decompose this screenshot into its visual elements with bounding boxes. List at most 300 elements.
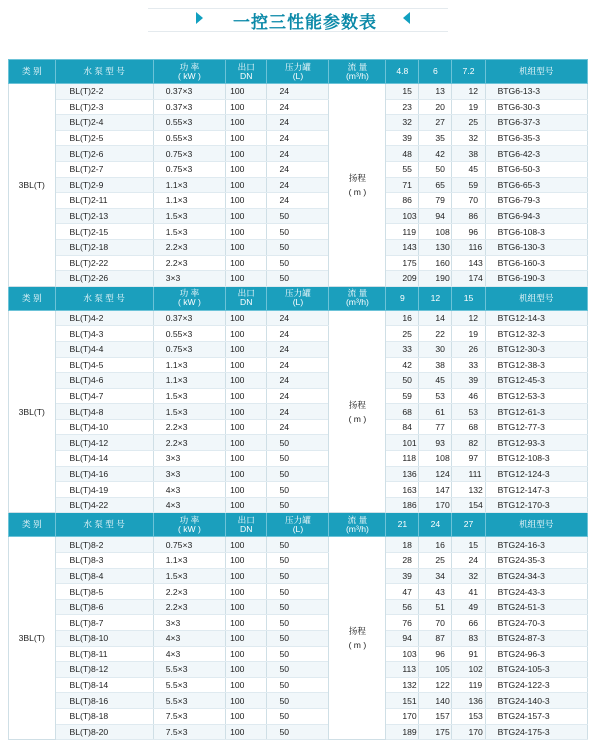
tank-cell: 50 xyxy=(267,584,329,600)
table-row xyxy=(9,271,588,287)
head-value-cell: 70 xyxy=(452,193,485,209)
pump-model-cell: BL(T)4-16 xyxy=(55,466,153,482)
tank-cell: 50 xyxy=(267,693,329,709)
power-cell: 0.37×3 xyxy=(153,84,225,100)
header-flow-value: 21 xyxy=(386,513,419,537)
tank-cell: 50 xyxy=(267,224,329,240)
head-value-cell: 124 xyxy=(419,466,452,482)
outlet-cell: 100 xyxy=(226,466,267,482)
head-value-cell: 41 xyxy=(452,584,485,600)
head-value-cell: 16 xyxy=(419,537,452,553)
head-value-cell: 32 xyxy=(386,115,419,131)
tank-cell: 50 xyxy=(267,497,329,513)
header-power-line2: ( kW ) xyxy=(177,523,201,534)
head-value-cell: 175 xyxy=(386,255,419,271)
tank-cell: 50 xyxy=(267,677,329,693)
unit-model-cell: BTG6-190-3 xyxy=(485,271,587,287)
power-cell: 4×3 xyxy=(153,646,225,662)
head-value-cell: 56 xyxy=(386,599,419,615)
outlet-cell: 100 xyxy=(226,724,267,740)
outlet-cell: 100 xyxy=(226,373,267,389)
tank-cell: 50 xyxy=(267,615,329,631)
pump-model-cell: BL(T)8-11 xyxy=(55,646,153,662)
header-flow-value: 15 xyxy=(452,286,485,310)
head-value-cell: 116 xyxy=(452,239,485,255)
pump-model-cell: BL(T)2-3 xyxy=(55,99,153,115)
header-flow-value: 24 xyxy=(419,513,452,537)
power-cell: 5.5×3 xyxy=(153,693,225,709)
table-row xyxy=(9,451,588,467)
head-value-cell: 51 xyxy=(419,599,452,615)
table-row xyxy=(9,388,588,404)
head-value-cell: 50 xyxy=(419,161,452,177)
power-cell: 5.5×3 xyxy=(153,677,225,693)
pump-model-cell: BL(T)4-5 xyxy=(55,357,153,373)
header-power-line1: 功 率 xyxy=(179,288,200,299)
tank-cell: 24 xyxy=(267,177,329,193)
power-cell: 1.1×3 xyxy=(153,357,225,373)
head-unit-cell xyxy=(329,84,386,287)
outlet-cell: 100 xyxy=(226,677,267,693)
header-flow-value: 6 xyxy=(419,60,452,84)
head-value-cell: 91 xyxy=(452,646,485,662)
header-unit-model: 机组型号 xyxy=(485,513,587,537)
pump-model-cell: BL(T)4-3 xyxy=(55,326,153,342)
header-unit-model: 机组型号 xyxy=(485,60,587,84)
unit-model-cell: BTG12-147-3 xyxy=(485,482,587,498)
tank-cell: 50 xyxy=(267,239,329,255)
power-cell: 1.5×3 xyxy=(153,388,225,404)
power-cell: 1.1×3 xyxy=(153,177,225,193)
title-banner xyxy=(0,0,595,40)
head-value-cell: 16 xyxy=(386,310,419,326)
head-value-cell: 47 xyxy=(386,584,419,600)
head-value-cell: 96 xyxy=(419,646,452,662)
unit-model-cell: BTG12-32-3 xyxy=(485,326,587,342)
power-cell: 0.55×3 xyxy=(153,115,225,131)
outlet-cell: 100 xyxy=(226,208,267,224)
header-tank xyxy=(267,286,329,310)
head-value-cell: 108 xyxy=(419,224,452,240)
category-cell: 3BL(T) xyxy=(9,310,56,513)
head-value-cell: 87 xyxy=(419,631,452,647)
table-body xyxy=(9,60,588,740)
head-value-cell: 33 xyxy=(386,341,419,357)
head-value-cell: 174 xyxy=(452,271,485,287)
table-row xyxy=(9,615,588,631)
outlet-cell: 100 xyxy=(226,497,267,513)
header-flow xyxy=(329,60,386,84)
head-value-cell: 143 xyxy=(452,255,485,271)
table-row xyxy=(9,84,588,100)
header-power xyxy=(153,513,225,537)
head-unit-label: 扬程 xyxy=(348,626,366,637)
head-value-cell: 68 xyxy=(452,419,485,435)
head-value-cell: 111 xyxy=(452,466,485,482)
head-value-cell: 189 xyxy=(386,724,419,740)
head-value-cell: 32 xyxy=(452,568,485,584)
outlet-cell: 100 xyxy=(226,239,267,255)
head-value-cell: 140 xyxy=(419,693,452,709)
unit-model-cell: BTG12-14-3 xyxy=(485,310,587,326)
table-row xyxy=(9,631,588,647)
table-row xyxy=(9,553,588,569)
head-value-cell: 25 xyxy=(386,326,419,342)
unit-model-cell: BTG24-34-3 xyxy=(485,568,587,584)
head-value-cell: 13 xyxy=(419,84,452,100)
pump-model-cell: BL(T)8-4 xyxy=(55,568,153,584)
outlet-cell: 100 xyxy=(226,708,267,724)
head-value-cell: 39 xyxy=(386,568,419,584)
header-power xyxy=(153,60,225,84)
pump-model-cell: BL(T)2-13 xyxy=(55,208,153,224)
unit-model-cell: BTG24-35-3 xyxy=(485,553,587,569)
pump-model-cell: BL(T)4-2 xyxy=(55,310,153,326)
head-value-cell: 49 xyxy=(452,599,485,615)
pump-model-cell: BL(T)8-6 xyxy=(55,599,153,615)
power-cell: 0.75×3 xyxy=(153,146,225,162)
unit-model-cell: BTG12-93-3 xyxy=(485,435,587,451)
pump-model-cell: BL(T)2-15 xyxy=(55,224,153,240)
pump-model-cell: BL(T)8-10 xyxy=(55,631,153,647)
power-cell: 0.37×3 xyxy=(153,310,225,326)
power-cell: 2.2×3 xyxy=(153,599,225,615)
header-tank-line2: (L) xyxy=(292,523,304,534)
power-cell: 2.2×3 xyxy=(153,435,225,451)
power-cell: 1.1×3 xyxy=(153,553,225,569)
head-value-cell: 170 xyxy=(452,724,485,740)
header-row xyxy=(9,286,588,310)
header-outlet xyxy=(226,286,267,310)
pump-model-cell: BL(T)4-4 xyxy=(55,341,153,357)
head-value-cell: 103 xyxy=(386,646,419,662)
tank-cell: 50 xyxy=(267,646,329,662)
head-value-cell: 22 xyxy=(419,326,452,342)
tank-cell: 50 xyxy=(267,435,329,451)
tank-cell: 24 xyxy=(267,146,329,162)
unit-model-cell: BTG24-96-3 xyxy=(485,646,587,662)
pump-model-cell: BL(T)8-3 xyxy=(55,553,153,569)
head-unit-symbol: ( m ) xyxy=(348,413,367,424)
head-value-cell: 76 xyxy=(386,615,419,631)
table-row xyxy=(9,677,588,693)
head-value-cell: 14 xyxy=(419,310,452,326)
power-cell: 4×3 xyxy=(153,497,225,513)
head-value-cell: 132 xyxy=(386,677,419,693)
head-value-cell: 23 xyxy=(386,99,419,115)
unit-model-cell: BTG24-122-3 xyxy=(485,677,587,693)
head-value-cell: 42 xyxy=(386,357,419,373)
head-value-cell: 48 xyxy=(386,146,419,162)
header-flow-value: 27 xyxy=(452,513,485,537)
head-value-cell: 175 xyxy=(419,724,452,740)
table-row xyxy=(9,646,588,662)
header-flow-line1: 流 量 xyxy=(347,514,368,525)
header-pump-model: 水 泵 型 号 xyxy=(55,60,153,84)
header-row xyxy=(9,60,588,84)
header-tank-line2: (L) xyxy=(292,70,304,81)
header-flow-value: 12 xyxy=(419,286,452,310)
page-title: 一控三性能参数表 xyxy=(233,13,377,33)
head-value-cell: 136 xyxy=(386,466,419,482)
pump-model-cell: BL(T)8-2 xyxy=(55,537,153,553)
head-value-cell: 34 xyxy=(419,568,452,584)
unit-model-cell: BTG6-13-3 xyxy=(485,84,587,100)
head-value-cell: 65 xyxy=(419,177,452,193)
unit-model-cell: BTG24-175-3 xyxy=(485,724,587,740)
pump-model-cell: BL(T)8-12 xyxy=(55,662,153,678)
head-value-cell: 119 xyxy=(452,677,485,693)
power-cell: 2.2×3 xyxy=(153,255,225,271)
tank-cell: 24 xyxy=(267,115,329,131)
head-value-cell: 39 xyxy=(452,373,485,389)
head-value-cell: 86 xyxy=(452,208,485,224)
head-value-cell: 32 xyxy=(452,130,485,146)
table-row xyxy=(9,568,588,584)
head-value-cell: 93 xyxy=(419,435,452,451)
head-value-cell: 147 xyxy=(419,482,452,498)
header-pump-model: 水 泵 型 号 xyxy=(55,286,153,310)
header-tank-line1: 压力罐 xyxy=(285,288,311,299)
head-value-cell: 96 xyxy=(452,224,485,240)
unit-model-cell: BTG24-140-3 xyxy=(485,693,587,709)
table-row xyxy=(9,662,588,678)
head-unit-cell xyxy=(329,537,386,740)
outlet-cell: 100 xyxy=(226,615,267,631)
table-row xyxy=(9,497,588,513)
head-value-cell: 28 xyxy=(386,553,419,569)
pump-model-cell: BL(T)4-8 xyxy=(55,404,153,420)
pump-model-cell: BL(T)2-22 xyxy=(55,255,153,271)
head-value-cell: 46 xyxy=(452,388,485,404)
outlet-cell: 100 xyxy=(226,646,267,662)
head-value-cell: 132 xyxy=(452,482,485,498)
table-row xyxy=(9,584,588,600)
header-outlet-line1: 出口 xyxy=(237,61,255,72)
head-value-cell: 82 xyxy=(452,435,485,451)
tank-cell: 50 xyxy=(267,271,329,287)
unit-model-cell: BTG24-157-3 xyxy=(485,708,587,724)
header-outlet xyxy=(226,513,267,537)
pump-model-cell: BL(T)4-22 xyxy=(55,497,153,513)
head-value-cell: 84 xyxy=(386,419,419,435)
header-category: 类 别 xyxy=(9,286,56,310)
outlet-cell: 100 xyxy=(226,146,267,162)
outlet-cell: 100 xyxy=(226,341,267,357)
header-flow-value: 9 xyxy=(386,286,419,310)
pump-model-cell: BL(T)8-5 xyxy=(55,584,153,600)
pump-model-cell: BL(T)4-6 xyxy=(55,373,153,389)
outlet-cell: 100 xyxy=(226,451,267,467)
tank-cell: 24 xyxy=(267,161,329,177)
power-cell: 4×3 xyxy=(153,482,225,498)
outlet-cell: 100 xyxy=(226,482,267,498)
table-row xyxy=(9,466,588,482)
outlet-cell: 100 xyxy=(226,271,267,287)
header-flow-line2: (m³/h) xyxy=(345,297,369,308)
outlet-cell: 100 xyxy=(226,177,267,193)
pump-model-cell: BL(T)4-10 xyxy=(55,419,153,435)
tank-cell: 50 xyxy=(267,724,329,740)
head-value-cell: 130 xyxy=(419,239,452,255)
unit-model-cell: BTG6-160-3 xyxy=(485,255,587,271)
unit-model-cell: BTG24-87-3 xyxy=(485,631,587,647)
table-row xyxy=(9,255,588,271)
power-cell: 1.1×3 xyxy=(153,193,225,209)
tank-cell: 24 xyxy=(267,341,329,357)
table-row xyxy=(9,693,588,709)
table-row xyxy=(9,373,588,389)
tank-cell: 50 xyxy=(267,537,329,553)
outlet-cell: 100 xyxy=(226,357,267,373)
head-value-cell: 26 xyxy=(452,341,485,357)
power-cell: 1.5×3 xyxy=(153,404,225,420)
tank-cell: 50 xyxy=(267,208,329,224)
power-cell: 4×3 xyxy=(153,631,225,647)
outlet-cell: 100 xyxy=(226,115,267,131)
head-value-cell: 157 xyxy=(419,708,452,724)
triangle-left-icon xyxy=(403,12,410,24)
tank-cell: 50 xyxy=(267,255,329,271)
power-cell: 0.75×3 xyxy=(153,537,225,553)
head-value-cell: 39 xyxy=(386,130,419,146)
outlet-cell: 100 xyxy=(226,584,267,600)
tank-cell: 24 xyxy=(267,326,329,342)
pump-model-cell: BL(T)4-7 xyxy=(55,388,153,404)
power-cell: 2.2×3 xyxy=(153,239,225,255)
tank-cell: 24 xyxy=(267,99,329,115)
unit-model-cell: BTG24-16-3 xyxy=(485,537,587,553)
category-cell: 3BL(T) xyxy=(9,537,56,740)
tank-cell: 50 xyxy=(267,631,329,647)
head-value-cell: 42 xyxy=(419,146,452,162)
header-tank-line1: 压力罐 xyxy=(285,61,311,72)
head-value-cell: 154 xyxy=(452,497,485,513)
head-value-cell: 105 xyxy=(419,662,452,678)
head-value-cell: 71 xyxy=(386,177,419,193)
header-pump-model: 水 泵 型 号 xyxy=(55,513,153,537)
pump-model-cell: BL(T)4-19 xyxy=(55,482,153,498)
head-value-cell: 18 xyxy=(386,537,419,553)
head-unit-label: 扬程 xyxy=(348,399,366,410)
head-value-cell: 160 xyxy=(419,255,452,271)
power-cell: 3×3 xyxy=(153,271,225,287)
head-value-cell: 53 xyxy=(419,388,452,404)
head-value-cell: 68 xyxy=(386,404,419,420)
tank-cell: 50 xyxy=(267,662,329,678)
table-row xyxy=(9,99,588,115)
head-value-cell: 55 xyxy=(386,161,419,177)
head-value-cell: 15 xyxy=(452,537,485,553)
unit-model-cell: BTG12-77-3 xyxy=(485,419,587,435)
table-row xyxy=(9,310,588,326)
table-row xyxy=(9,239,588,255)
head-value-cell: 12 xyxy=(452,84,485,100)
tank-cell: 50 xyxy=(267,482,329,498)
unit-model-cell: BTG6-79-3 xyxy=(485,193,587,209)
header-power-line2: ( kW ) xyxy=(177,297,201,308)
header-flow-line2: (m³/h) xyxy=(345,70,369,81)
power-cell: 7.5×3 xyxy=(153,724,225,740)
pump-model-cell: BL(T)2-11 xyxy=(55,193,153,209)
outlet-cell: 100 xyxy=(226,599,267,615)
head-value-cell: 153 xyxy=(452,708,485,724)
head-value-cell: 19 xyxy=(452,99,485,115)
unit-model-cell: BTG12-38-3 xyxy=(485,357,587,373)
head-value-cell: 15 xyxy=(386,84,419,100)
header-flow-value: 7.2 xyxy=(452,60,485,84)
power-cell: 1.5×3 xyxy=(153,208,225,224)
unit-model-cell: BTG12-61-3 xyxy=(485,404,587,420)
head-value-cell: 94 xyxy=(386,631,419,647)
tank-cell: 24 xyxy=(267,388,329,404)
pump-model-cell: BL(T)2-7 xyxy=(55,161,153,177)
outlet-cell: 100 xyxy=(226,435,267,451)
tank-cell: 24 xyxy=(267,130,329,146)
header-tank xyxy=(267,513,329,537)
head-value-cell: 108 xyxy=(419,451,452,467)
head-value-cell: 33 xyxy=(452,357,485,373)
tank-cell: 50 xyxy=(267,553,329,569)
pump-model-cell: BL(T)8-16 xyxy=(55,693,153,709)
table-row xyxy=(9,146,588,162)
head-value-cell: 103 xyxy=(386,208,419,224)
outlet-cell: 100 xyxy=(226,568,267,584)
unit-model-cell: BTG6-108-3 xyxy=(485,224,587,240)
outlet-cell: 100 xyxy=(226,193,267,209)
pump-model-cell: BL(T)8-7 xyxy=(55,615,153,631)
power-cell: 3×3 xyxy=(153,466,225,482)
unit-model-cell: BTG24-43-3 xyxy=(485,584,587,600)
unit-model-cell: BTG6-130-3 xyxy=(485,239,587,255)
outlet-cell: 100 xyxy=(226,631,267,647)
header-power-line2: ( kW ) xyxy=(177,70,201,81)
table-row xyxy=(9,130,588,146)
header-flow xyxy=(329,513,386,537)
head-value-cell: 59 xyxy=(386,388,419,404)
pump-model-cell: BL(T)8-20 xyxy=(55,724,153,740)
head-value-cell: 50 xyxy=(386,373,419,389)
table-row xyxy=(9,115,588,131)
head-value-cell: 45 xyxy=(419,373,452,389)
unit-model-cell: BTG6-42-3 xyxy=(485,146,587,162)
head-value-cell: 61 xyxy=(419,404,452,420)
table-row xyxy=(9,599,588,615)
head-value-cell: 25 xyxy=(452,115,485,131)
header-flow-value: 4.8 xyxy=(386,60,419,84)
unit-model-cell: BTG24-70-3 xyxy=(485,615,587,631)
table-row xyxy=(9,193,588,209)
header-category: 类 别 xyxy=(9,60,56,84)
unit-model-cell: BTG24-105-3 xyxy=(485,662,587,678)
pump-model-cell: BL(T)2-5 xyxy=(55,130,153,146)
triangle-right-icon xyxy=(196,12,203,24)
outlet-cell: 100 xyxy=(226,84,267,100)
outlet-cell: 100 xyxy=(226,553,267,569)
header-tank xyxy=(267,60,329,84)
unit-model-cell: BTG12-53-3 xyxy=(485,388,587,404)
head-value-cell: 77 xyxy=(419,419,452,435)
header-outlet xyxy=(226,60,267,84)
header-flow-line1: 流 量 xyxy=(347,61,368,72)
table-row xyxy=(9,161,588,177)
head-value-cell: 94 xyxy=(419,208,452,224)
head-value-cell: 151 xyxy=(386,693,419,709)
header-category: 类 别 xyxy=(9,513,56,537)
head-value-cell: 53 xyxy=(452,404,485,420)
power-cell: 0.75×3 xyxy=(153,161,225,177)
head-unit-symbol: ( m ) xyxy=(348,640,367,651)
